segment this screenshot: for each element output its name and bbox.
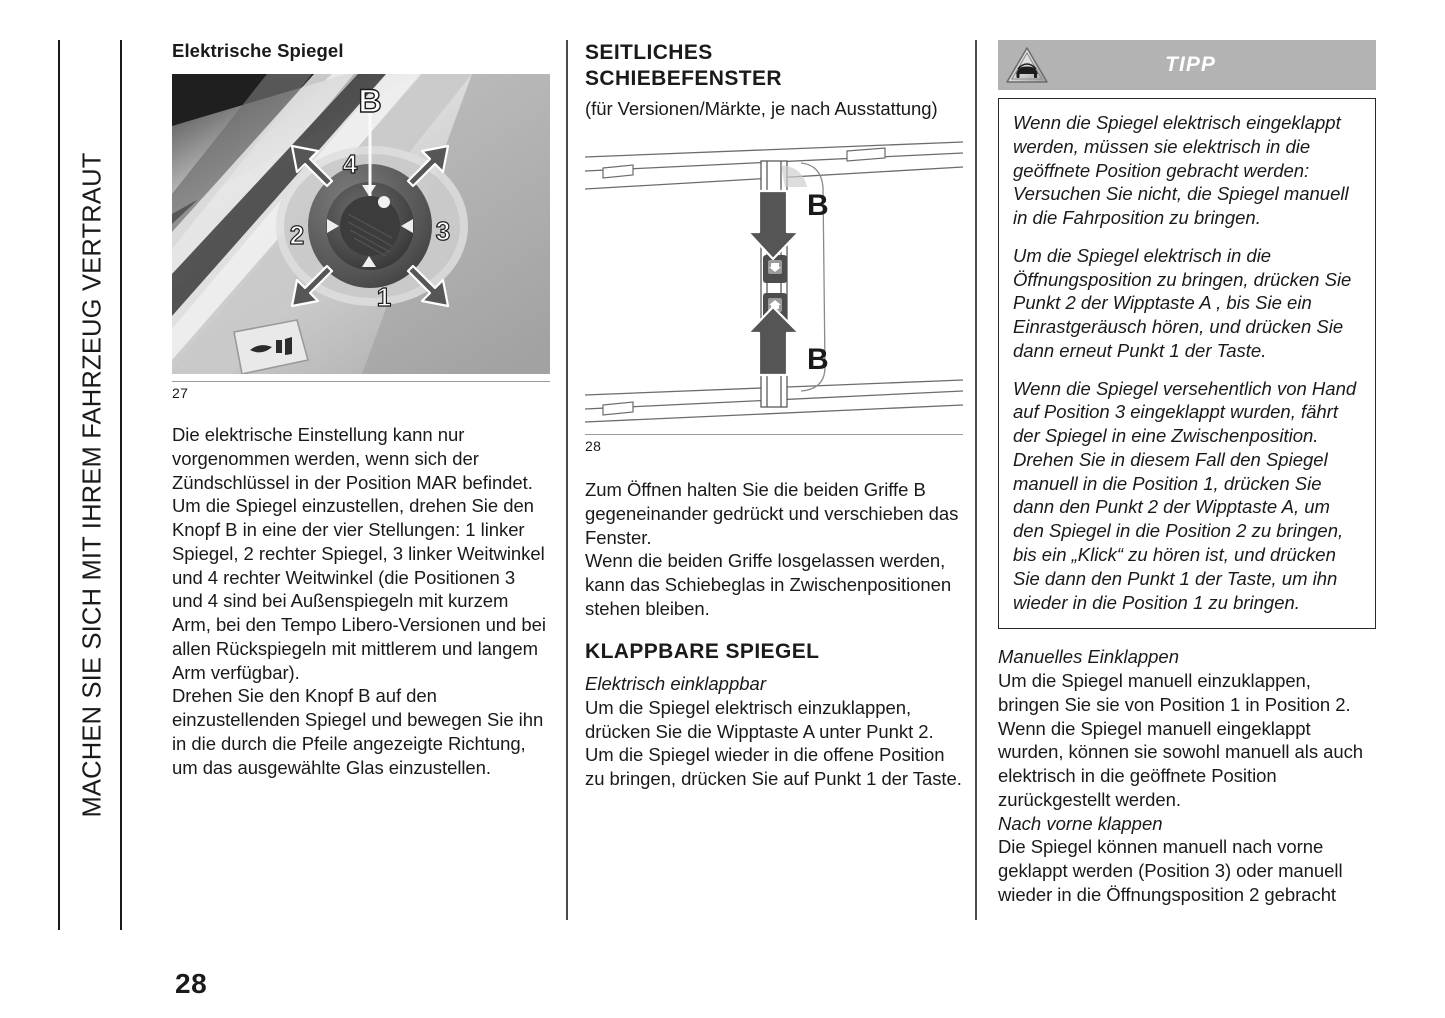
heading-klappbare-spiegel: KLAPPBARE SPIEGEL [585, 639, 820, 663]
figure-27-label-3: 3 [435, 216, 451, 246]
col1-paragraph-2: Um die Spiegel einzustellen, drehen Sie den Knopf B in eine der vier Stellungen: 1 linker Spiegel, 2 rechter Spiegel, 3 linker Weitwinkel und 4 rechter Weitwinkel (die Positionen 3 und 4 sind bei Außenspiegeln mit kurzem Arm, bei den Tempo Libero-Versionen und bei allen Rückspiegeln mit mittlerem und langem Arm verfügbar). [172, 495, 546, 683]
col2-subheading-elektrisch: Elektrisch einklappbar [585, 673, 766, 695]
column-1 [172, 40, 550, 779]
figure-28-label-B-bottom: B [807, 342, 829, 376]
figure-27 [172, 74, 550, 401]
figure-27-label-1: 1 [376, 282, 392, 312]
col3-subheading-nach-vorne: Nach vorne klappen [998, 812, 1163, 834]
figure-28-image [585, 137, 963, 432]
tipp-header [998, 40, 1376, 90]
tipp-paragraph-2: Um die Spiegel elektrisch in die Öffnungsposition zu bringen, drücken Sie Punkt 2 der Wipptaste A , bis Sie ein Einrastgeräusch hören, und drücken Sie dann erneut Punkt 1 der Taste. [1013, 244, 1352, 361]
col2-subtitle: (für Versionen/Märkte, je nach Ausstattung) [585, 98, 938, 120]
heading-elektrische-spiegel: Elektrische Spiegel [172, 40, 344, 61]
column-divider-2 [975, 40, 977, 920]
warning-triangle-car-icon [1005, 45, 1049, 85]
col1-paragraph-3: Drehen Sie den Knopf B auf den einzustellenden Spiegel und bewegen Sie ihn in die durch die Pfeile angezeigte Richtung, um das ausgewählte Glas einzustellen. [172, 685, 544, 778]
column-3 [998, 40, 1376, 907]
running-head [58, 40, 128, 930]
mirror-knob-illustration [172, 74, 550, 374]
figure-28 [585, 137, 963, 454]
col2-paragraph-1: Zum Öffnen halten Sie die beiden Griffe B gegeneinander gedrückt und verschieben das Fenster. [585, 478, 959, 548]
figure-27-image [172, 74, 550, 379]
col3-paragraph-2: Die Spiegel können manuell nach vorne geklappt werden (Position 3) oder manuell wieder in die Öffnungsposition 2 gebracht [998, 836, 1343, 905]
figure-28-rule [585, 434, 963, 435]
figure-27-rule [172, 381, 550, 382]
figure-28-caption: 28 [585, 437, 602, 454]
col1-paragraph-1: Die elektrische Einstellung kann nur vorgenommen werden, wenn sich der Zündschlüssel in der Position MAR befindet. [172, 424, 533, 493]
sliding-window-illustration [585, 137, 963, 427]
figure-27-label-B: B [358, 83, 382, 119]
figure-27-label-2: 2 [289, 220, 305, 250]
column-divider-1 [566, 40, 568, 920]
figure-27-label-4: 4 [342, 149, 358, 179]
figure-27-caption: 27 [172, 385, 189, 401]
tipp-body [998, 98, 1376, 629]
figure-28-label-B-top: B [807, 188, 829, 222]
running-head-rule-right [120, 40, 122, 930]
column-2 [585, 40, 963, 791]
tipp-paragraph-1: Wenn die Spiegel elektrisch eingeklappt werden, müssen sie elektrisch in die geöffnete Position gebracht werden: Versuchen Sie nicht, die Spiegel manuell in die Fahrposition zu bringen. [1013, 112, 1349, 229]
col2-paragraph-2: Wenn die beiden Griffe losgelassen werden, kann das Schiebeglas in Zwischenpositionen stehen bleiben. [585, 550, 952, 619]
tipp-title: TIPP [1165, 53, 1216, 76]
col3-subheading-manuelles: Manuelles Einklappen [998, 646, 1180, 668]
page-number: 28 [175, 968, 208, 999]
col3-paragraph-1: Um die Spiegel manuell einzuklappen, bringen Sie sie von Position 1 in Position 2. Wenn die Spiegel manuell eingeklappt wurden, können sie sowohl manuell als auch elektrisch in die geöffnete Position zurückgestellt werden. [998, 670, 1364, 810]
col2-paragraph-3: Um die Spiegel elektrisch einzuklappen, drücken Sie die Wipptaste A unter Punkt 2. Um die Spiegel wieder in die offene Position zu bringen, drücken Sie auf Punkt 1 der Taste. [585, 696, 962, 790]
running-head-text: MACHEN SIE SICH MIT IHREM FAHRZEUG VERTRAUT [78, 152, 107, 818]
tipp-paragraph-3: Wenn die Spiegel versehentlich von Hand auf Position 3 eingeklappt wurden, fährt der Spiegel in eine Zwischenposition. Drehen Sie in diesem Fall den Spiegel manuell in die Position 1, drücken Sie dann den Punkt 2 der Wipptaste A, um den Spiegel in die Position 2 zu bringen, bis ein „Klick“ zu hören ist, und drücken Sie dann den Punkt 1 der Taste, um ihn wieder in die Position 1 zu bringen. [1013, 377, 1357, 613]
running-head-rule-left [58, 40, 60, 930]
heading-seitliches: SEITLICHES [585, 41, 713, 64]
heading-schiebefenster: SCHIEBEFENSTER [585, 66, 782, 90]
